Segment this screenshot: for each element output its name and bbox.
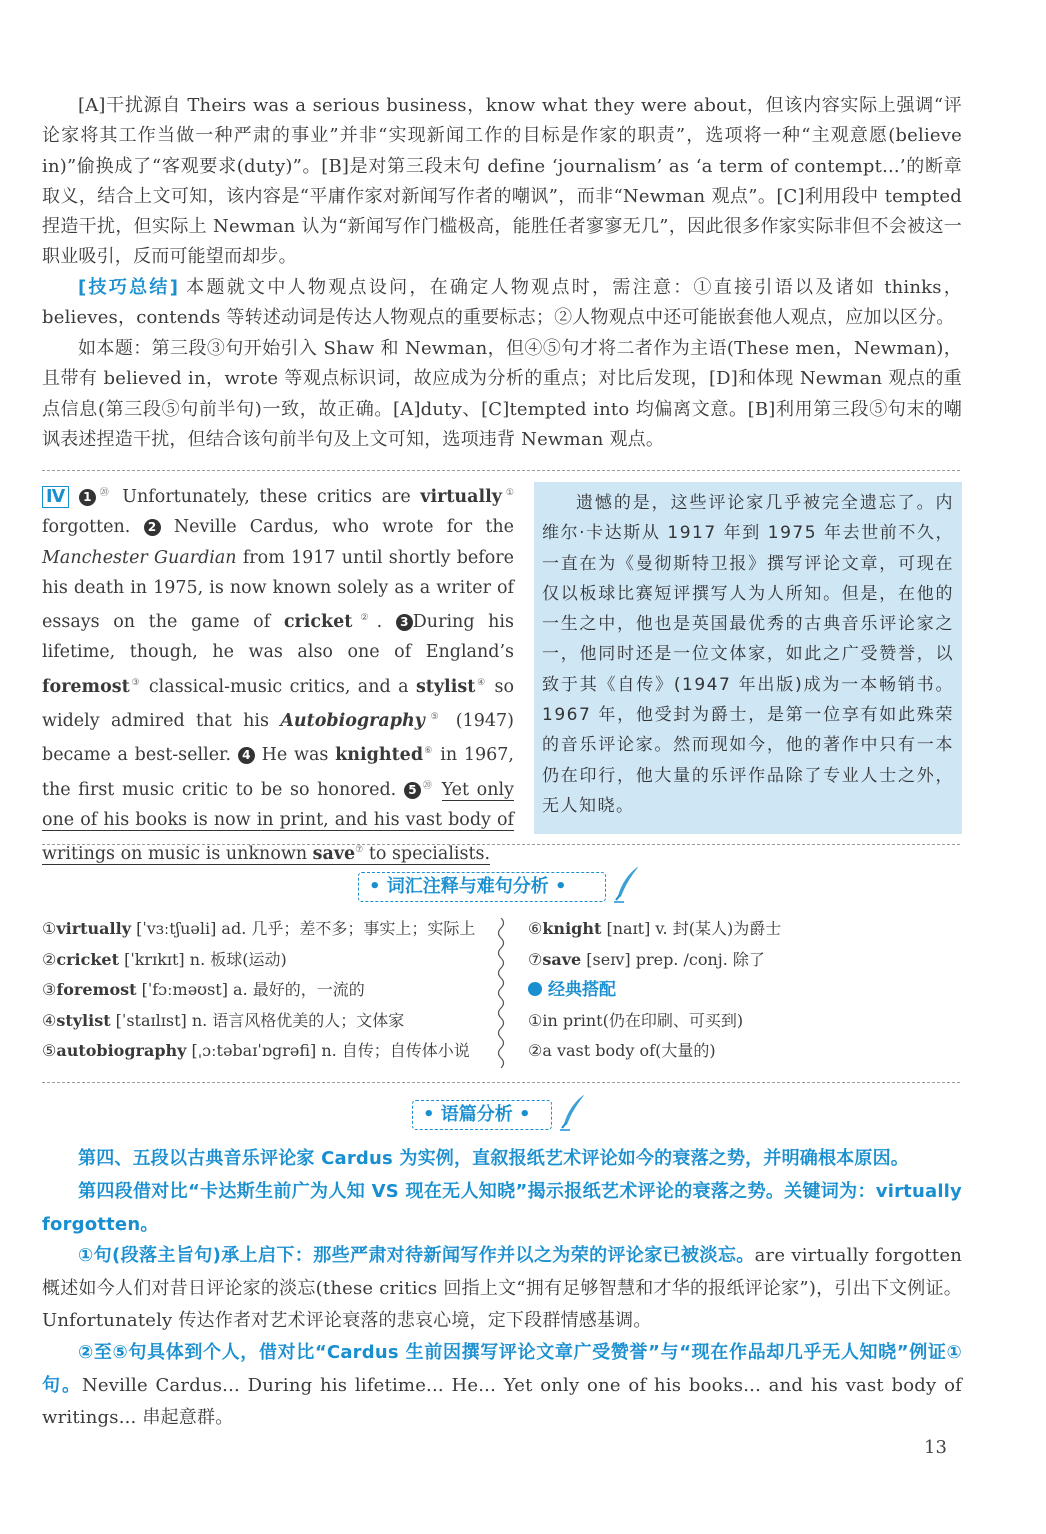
vocab-ipa: [ˈkrɪkɪt] (119, 949, 190, 969)
sentence-number: 3 (396, 614, 413, 631)
sentence-text: . (376, 612, 383, 633)
vocab-number: ⑦ (528, 949, 543, 969)
analysis-paragraph: [A]干扰源自 Theirs was a serious business，know what they were about，但该内容实际上强调“评论家将其工作当做一种严肃的事业”并非“实现新闻工作的目标是作家的职责”，选项将一种“主观意愿(believe in)”偷换成了“客观要求(duty)”。[B]是对第三段末句 define ‘journalism’ as ‘a term of contempt...’的断章取义，结合上文可知，该内容是“平庸作家对新闻写作者的嘲讽”，而非“Newman 观点”。[C]利用段中 tempted 捏造干扰，但实际上 Newman 认为“新闻写作门槛极高，能胜任者寥寥无几”，因此很多作家实际非但不会被这一职业吸引，反而可能望而却步。 (42, 95, 962, 268)
discourse-section-title: • 语篇分析 • (412, 1100, 552, 1130)
vocab-word: stylist (56, 1010, 111, 1030)
bullet-icon (528, 982, 542, 996)
discourse-text: Neville Cardus... During his lifetime... He... Yet only one of his books... and his vast body of writings... 串起意群。 (42, 1374, 962, 1428)
sentence-number: 5 (404, 782, 421, 799)
vocab-word: foremost (56, 980, 137, 999)
sentence-text: (1947) became a best-seller. (42, 711, 514, 766)
sentence-text: During his lifetime, though, he was also one of England’s (42, 612, 514, 663)
column-divider (496, 918, 506, 1068)
vocab-definition: n. 语言风格优美的人；文体家 (191, 1010, 405, 1030)
discourse-summary: 第四、五段以古典音乐评论家 Cardus 为实例，直叙报纸艺术评论如今的衰落之势，并明确根本原因。 (78, 1148, 909, 1169)
vocab-ref: ⑥ (423, 746, 434, 757)
vocab-word: foremost (42, 676, 130, 697)
sentence-text: in 1967, the first music critic to be so honored. (42, 745, 514, 800)
tip-example-paragraph: 如本题：第三段③句开始引入 Shaw 和 Newman，但④⑤句才将二者作为主语(These men，Newman)，且带有 believed in，wrote 等观点标识词，故应成为分析的重点；对比后发现，[D]和体现 Newman 观点的重点信息(第三段⑤句前半句)一致，故正确。[A]duty、[C]tempted into 均偏离文意。[B]利用第三段⑤句末的嘲讽表述捏造干扰，但结合该句前半句及上文可知，选项违背 Newman 观点。 (42, 338, 962, 450)
vocab-entry (42, 975, 475, 1006)
vocab-entry (528, 945, 781, 976)
vocab-list-right (528, 914, 781, 1067)
passage-english: Ⅳ 1 ⑳ Unfortunately, these critics are virtually① forgotten. 2 Neville Cardus, who wrote for the Manchester Guardian from 1917 until shortly before his death in 1975, is now known solely as a writer of essays on the game of cricket②. 3 During his lifetime, though, he was also one of England’s foremost③ classical-music critics, and a stylist④ so widely admired that his Autobiography⑤ (1947) became a best-seller. 4 He was knighted⑥ in 1967, the first music critic to be so honored. 5 ⑳ Yet only one of his books is now in print, and his vast body of writings on music is unknown save⑦ to specialists. (42, 487, 514, 865)
vocab-definition: prep. /conj. 除了 (635, 949, 765, 969)
discourse-highlight: ②至⑤句具体到个人，借对比“Cardus 生前因撰写评论文章广受赞誉”与“现在作品却几乎无人知晓”例证①句。 (42, 1342, 962, 1396)
vocab-definition: n. 板球(运动) (189, 949, 287, 969)
collocation-item: ②a vast body of(大量的) (528, 1041, 716, 1060)
vocab-entry (42, 1006, 475, 1037)
sentence-number: 4 (238, 747, 255, 764)
vocab-entry (42, 1036, 475, 1067)
vocab-word: knight (542, 919, 602, 938)
vocab-word: save (542, 949, 582, 969)
quill-icon (558, 1092, 588, 1132)
vocab-ref: ④ (475, 677, 488, 688)
sentence-text: forgotten. (42, 517, 131, 538)
vocab-number: ④ (42, 1010, 57, 1030)
vocab-word: save (312, 844, 356, 865)
book-title: Autobiography (280, 711, 425, 732)
vocab-word: stylist (415, 676, 476, 697)
vocab-ref: ① (501, 488, 514, 498)
vocab-entry (42, 945, 475, 976)
discourse-highlight: ①句(段落主旨句)承上启下：那些严肃对待新闻写作并以之为荣的评论家已被淡忘。 (78, 1245, 755, 1266)
sentence-number: 1 (79, 489, 96, 506)
vocab-number: ③ (42, 980, 57, 999)
vocab-number: ⑥ (528, 919, 543, 938)
vocab-ipa: [naɪt] (601, 919, 656, 938)
vocab-word: virtually (56, 919, 131, 938)
collocation-heading: 经典搭配 (528, 975, 781, 1006)
collocation-item: ①in print(仍在印刷、可买到) (528, 1010, 744, 1030)
underlined-sentence: to specialists. (363, 844, 491, 865)
tip-paragraph (42, 273, 962, 334)
vocab-word: knighted (335, 745, 424, 766)
translation-text: 遗憾的是，这些评论家几乎被完全遗忘了。内维尔·卡达斯从 1917 年到 1975 年去世前不久，一直在为《曼彻斯特卫报》撰写评论文章，可现在仅以板球比赛短评撰写人为人所知。但是，在他的一生之中，他也是英国最优秀的古典音乐评论家之一，他同时还是一位文体家，如此之广受赞誉，以致于其《自传》(1947 年出版)成为一本畅销书。1967 年，他受封为爵士，是第一位享有如此殊荣的音乐评论家。然而现如今，他的著作中只有一本仍在印行，他大量的乐评作品除了专业人士之外，无人知晓。 (542, 493, 954, 816)
vocab-number: ① (42, 919, 57, 938)
tip-text: 本题就文中人物观点设问，在确定人物观点时，需注意：①直接引语以及诸如 thinks，believes，contends 等转述动词是传达人物观点的重要标志；②人物观点中还可能嵌套他人观点，应加以区分。 (42, 277, 963, 329)
section-mark: Ⅳ (42, 486, 69, 508)
vocab-ipa: [ˈvɜːtʃuəli] (131, 919, 222, 938)
vocab-list-left (42, 914, 475, 1067)
translation-box (534, 482, 962, 834)
vocab-word: autobiography (56, 1041, 187, 1060)
vocab-definition: ad. 几乎；差不多；事实上；实际上 (221, 919, 476, 938)
vocab-ref: ⑤ (424, 712, 445, 723)
discourse-sentence2-5 (42, 1337, 962, 1435)
discourse-sentence1 (42, 1240, 962, 1338)
vocab-ipa: [ˈfɔːməʊst] (136, 980, 234, 999)
vocab-word: cricket (283, 612, 353, 633)
sentence-text: so widely admired that his (42, 676, 514, 732)
sentence-text: Unfortunately, these critics are (122, 487, 421, 507)
newspaper-title: Manchester Guardian (42, 547, 237, 568)
vocab-number: ⑤ (42, 1041, 57, 1060)
discourse-text: are virtually forgotten 概述如今人们对昔日评论家的淡忘(these critics 回指上文“拥有足够智慧和才华的报纸评论家”)，引出下文例证。Unfortunately 传达作者对艺术评论衰落的悲哀心境，定下段群情感基调。 (42, 1245, 962, 1331)
discourse-para4-summary: 第四段借对比“卡达斯生前广为人知 VS 现在无人知晓”揭示报纸艺术评论的衰落之势。关键词为：virtually forgotten。 (42, 1181, 962, 1235)
divider (42, 844, 960, 845)
underlined-sentence: Yet only one of his books is now in print, and his vast body of writings on music is unknown (42, 779, 514, 865)
vocab-entry (528, 914, 781, 945)
vocab-ipa: [ˌɔːtəbaɪˈɒgrəfi] (186, 1041, 322, 1060)
tip-label: [技巧总结] (78, 277, 179, 298)
sentence-text: He was (261, 745, 336, 766)
vocab-word: virtually (420, 487, 502, 507)
vocab-number: ② (42, 949, 57, 969)
vocab-section-title: • 词汇注释与难句分析 • (358, 872, 606, 902)
vocab-definition: v. 封(某人)为爵士 (655, 919, 782, 938)
vocab-ref: ② (352, 613, 377, 624)
vocab-ref: ③ (129, 677, 142, 688)
vocab-entry (42, 914, 475, 945)
vocab-definition: a. 最好的，一流的 (233, 980, 365, 999)
sentence-text: Neville Cardus, who wrote for the (173, 517, 514, 538)
vocab-word: cricket (56, 949, 119, 969)
vocab-definition: n. 自传；自传体小说 (321, 1041, 470, 1060)
sentence-text: classical-music critics, and a (141, 676, 416, 697)
sentence-text: from 1917 until shortly before his death in 1975, is now known solely as a writer of essays on the game of (42, 547, 514, 633)
quill-icon (612, 864, 642, 904)
divider (42, 470, 960, 471)
page-number: 13 (924, 1437, 947, 1458)
divider (42, 1082, 960, 1083)
vocab-ipa: [ˈstaɪlɪst] (110, 1010, 192, 1030)
vocab-ipa: [seɪv] (581, 949, 636, 969)
sentence-number: 2 (144, 519, 161, 536)
vocab-ref: ⑦ (355, 845, 364, 856)
